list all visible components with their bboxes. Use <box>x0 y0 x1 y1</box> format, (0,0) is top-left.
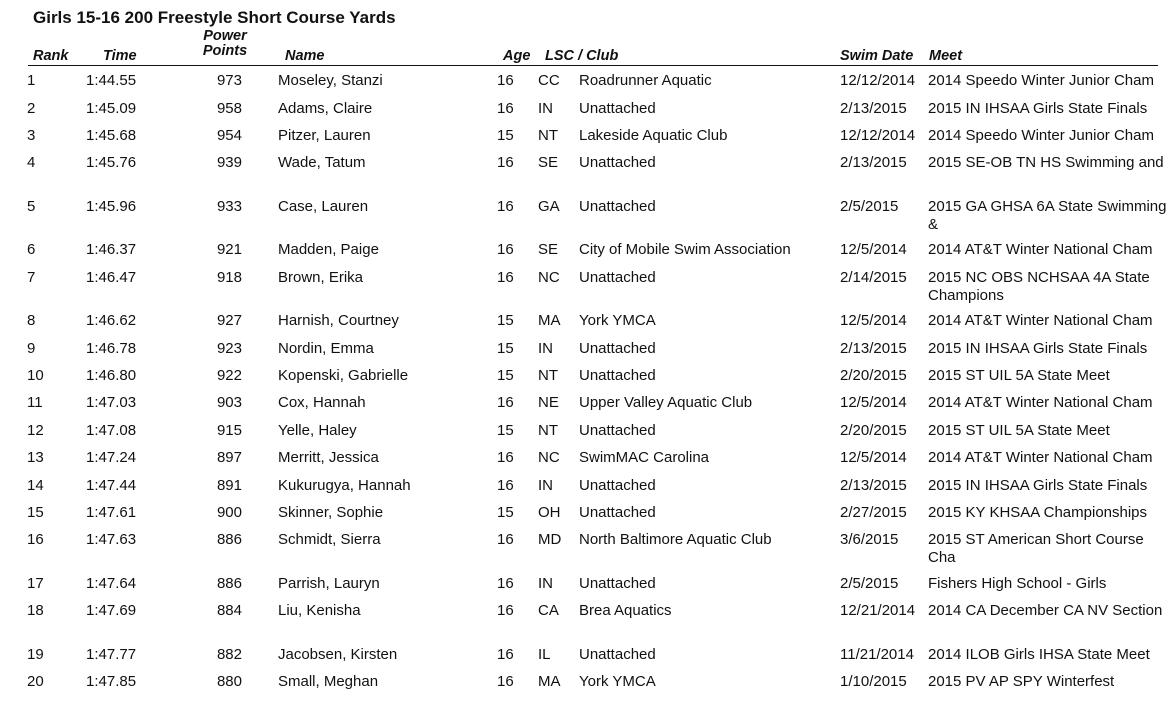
meet-cell: 2015 PV AP SPY Winterfest <box>928 673 1115 690</box>
swim-date-cell: 2/13/2015 <box>840 154 907 171</box>
header-power-line1: Power <box>203 28 247 44</box>
rank-cell: 7 <box>27 269 36 286</box>
age-cell: 16 <box>497 673 514 690</box>
meet-cell: 2015 GA GHSA 6A State Swimming & <box>928 198 1167 233</box>
lsc-cell: NC <box>538 449 560 466</box>
time-cell: 1:46.37 <box>86 241 137 258</box>
name-cell: Madden, Paige <box>278 241 379 258</box>
rank-cell: 15 <box>27 504 44 521</box>
swim-date-cell: 1/10/2015 <box>840 673 907 690</box>
rank-cell: 18 <box>27 602 44 619</box>
power-points-cell: 886 <box>216 531 242 548</box>
lsc-cell: MA <box>538 673 561 690</box>
swim-date-cell: 11/21/2014 <box>840 646 914 663</box>
rank-cell: 9 <box>27 340 36 357</box>
name-cell: Kopenski, Gabrielle <box>278 367 409 384</box>
lsc-cell: IN <box>538 477 553 494</box>
name-cell: Kukurugya, Hannah <box>278 477 411 494</box>
swim-date-cell: 2/20/2015 <box>840 367 907 384</box>
rank-cell: 6 <box>27 241 36 258</box>
time-cell: 1:46.62 <box>86 312 137 329</box>
age-cell: 16 <box>497 449 514 466</box>
lsc-cell: IN <box>538 340 553 357</box>
power-points-cell: 880 <box>216 673 242 690</box>
name-cell: Merritt, Jessica <box>278 449 379 466</box>
club-cell: North Baltimore Aquatic Club <box>579 531 772 548</box>
time-cell: 1:47.77 <box>86 646 137 663</box>
time-cell: 1:45.68 <box>86 127 137 144</box>
name-cell: Wade, Tatum <box>278 154 366 171</box>
swim-date-cell: 12/5/2014 <box>840 312 907 329</box>
meet-cell: 2015 IN IHSAA Girls State Finals <box>928 477 1148 494</box>
name-cell: Pitzer, Lauren <box>278 127 371 144</box>
lsc-cell: MA <box>538 312 561 329</box>
time-cell: 1:46.78 <box>86 340 137 357</box>
name-cell: Yelle, Haley <box>278 422 357 439</box>
meet-cell: 2014 ILOB Girls IHSA State Meet <box>928 646 1150 663</box>
club-cell: Unattached <box>579 340 656 357</box>
age-cell: 15 <box>497 422 514 439</box>
lsc-cell: NE <box>538 394 559 411</box>
club-cell: Unattached <box>579 477 656 494</box>
age-cell: 16 <box>497 154 514 171</box>
power-points-cell: 922 <box>216 367 242 384</box>
club-cell: Unattached <box>579 575 656 592</box>
club-cell: Unattached <box>579 422 656 439</box>
power-points-cell: 973 <box>216 72 242 89</box>
meet-cell: 2014 AT&T Winter National Cham <box>928 312 1153 329</box>
power-points-cell: 903 <box>216 394 242 411</box>
lsc-cell: SE <box>538 154 559 171</box>
age-cell: 16 <box>497 602 514 619</box>
name-cell: Parrish, Lauryn <box>278 575 380 592</box>
swim-date-cell: 12/5/2014 <box>840 449 907 466</box>
swim-date-cell: 2/27/2015 <box>840 504 907 521</box>
club-cell: Unattached <box>579 504 656 521</box>
time-cell: 1:47.61 <box>86 504 137 521</box>
lsc-cell: CA <box>538 602 559 619</box>
name-cell: Moseley, Stanzi <box>278 72 383 89</box>
club-cell: York YMCA <box>579 312 656 329</box>
swim-date-cell: 2/5/2015 <box>840 198 899 215</box>
power-points-cell: 923 <box>216 340 242 357</box>
time-cell: 1:47.63 <box>86 531 137 548</box>
meet-cell: 2015 IN IHSAA Girls State Finals <box>928 340 1148 357</box>
club-cell: Unattached <box>579 154 656 171</box>
time-cell: 1:45.76 <box>86 154 137 171</box>
lsc-cell: OH <box>538 504 561 521</box>
power-points-cell: 954 <box>216 127 242 144</box>
time-cell: 1:47.08 <box>86 422 137 439</box>
lsc-cell: CC <box>538 72 560 89</box>
rank-cell: 4 <box>27 154 36 171</box>
power-points-cell: 884 <box>216 602 242 619</box>
lsc-cell: NT <box>538 367 558 384</box>
name-cell: Skinner, Sophie <box>278 504 384 521</box>
power-points-cell: 900 <box>216 504 242 521</box>
name-cell: Brown, Erika <box>278 269 364 286</box>
power-points-cell: 933 <box>216 198 242 215</box>
meet-cell: 2015 IN IHSAA Girls State Finals <box>928 100 1148 117</box>
age-cell: 15 <box>497 367 514 384</box>
swim-date-cell: 2/13/2015 <box>840 340 907 357</box>
time-cell: 1:44.55 <box>86 72 137 89</box>
header-name: Name <box>285 48 325 64</box>
time-cell: 1:46.47 <box>86 269 137 286</box>
name-cell: Jacobsen, Kirsten <box>278 646 398 663</box>
swim-date-cell: 2/5/2015 <box>840 575 899 592</box>
rank-cell: 20 <box>27 673 44 690</box>
club-cell: Upper Valley Aquatic Club <box>579 394 753 411</box>
meet-cell: 2014 AT&T Winter National Cham <box>928 449 1153 466</box>
meet-cell: 2015 ST UIL 5A State Meet <box>928 367 1110 384</box>
swim-date-cell: 2/20/2015 <box>840 422 907 439</box>
name-cell: Adams, Claire <box>278 100 373 117</box>
swim-date-cell: 12/12/2014 <box>840 72 916 89</box>
header-lsc-club: LSC / Club <box>545 48 619 64</box>
time-cell: 1:47.64 <box>86 575 137 592</box>
meet-cell: 2015 NC OBS NCHSAA 4A State Champions <box>928 269 1150 304</box>
swim-date-cell: 2/13/2015 <box>840 477 907 494</box>
swim-date-cell: 3/6/2015 <box>840 531 899 548</box>
club-cell: Unattached <box>579 198 656 215</box>
lsc-cell: NC <box>538 269 560 286</box>
time-cell: 1:47.44 <box>86 477 137 494</box>
rank-cell: 17 <box>27 575 44 592</box>
club-cell: Unattached <box>579 646 656 663</box>
club-cell: Unattached <box>579 367 656 384</box>
rank-cell: 10 <box>27 367 44 384</box>
age-cell: 16 <box>497 646 514 663</box>
power-points-cell: 939 <box>216 154 242 171</box>
lsc-cell: SE <box>538 241 559 258</box>
header-power-line2: Points <box>202 43 248 59</box>
meet-cell: 2014 AT&T Winter National Cham <box>928 241 1153 258</box>
header-meet: Meet <box>929 48 963 64</box>
rank-cell: 19 <box>27 646 44 663</box>
swim-date-cell: 2/13/2015 <box>840 100 907 117</box>
name-cell: Case, Lauren <box>278 198 369 215</box>
club-cell: York YMCA <box>579 673 656 690</box>
power-points-cell: 915 <box>216 422 242 439</box>
time-cell: 1:47.69 <box>86 602 137 619</box>
name-cell: Cox, Hannah <box>278 394 366 411</box>
rank-cell: 3 <box>27 127 36 144</box>
power-points-cell: 882 <box>216 646 242 663</box>
swim-date-cell: 12/5/2014 <box>840 394 907 411</box>
meet-cell: 2014 CA December CA NV Section <box>928 602 1163 619</box>
power-points-cell: 927 <box>216 312 242 329</box>
age-cell: 15 <box>497 127 514 144</box>
meet-cell: 2014 Speedo Winter Junior Cham <box>928 72 1154 89</box>
age-cell: 15 <box>497 340 514 357</box>
rank-cell: 5 <box>27 198 36 215</box>
swim-date-cell: 12/5/2014 <box>840 241 907 258</box>
header-age: Age <box>503 48 531 64</box>
name-cell: Nordin, Emma <box>278 340 374 357</box>
meet-cell: 2015 ST UIL 5A State Meet <box>928 422 1110 439</box>
page-title: Girls 15-16 200 Freestyle Short Course Yards <box>33 8 396 27</box>
club-cell: Brea Aquatics <box>579 602 672 619</box>
meet-cell: 2015 ST American Short Course Cha <box>928 531 1144 566</box>
rank-cell: 2 <box>27 100 36 117</box>
lsc-cell: IN <box>538 575 553 592</box>
club-cell: Unattached <box>579 269 656 286</box>
header-time: Time <box>103 48 137 64</box>
power-points-cell: 918 <box>216 269 242 286</box>
name-cell: Liu, Kenisha <box>278 602 361 619</box>
name-cell: Small, Meghan <box>278 673 379 690</box>
time-cell: 1:46.80 <box>86 367 137 384</box>
age-cell: 16 <box>497 477 514 494</box>
power-points-cell: 921 <box>216 241 242 258</box>
age-cell: 16 <box>497 575 514 592</box>
name-cell: Schmidt, Sierra <box>278 531 381 548</box>
time-cell: 1:45.09 <box>86 100 137 117</box>
swim-date-cell: 12/21/2014 <box>840 602 916 619</box>
age-cell: 16 <box>497 100 514 117</box>
power-points-cell: 891 <box>216 477 242 494</box>
swim-date-cell: 12/12/2014 <box>840 127 916 144</box>
age-cell: 16 <box>497 269 514 286</box>
club-cell: City of Mobile Swim Association <box>579 241 791 258</box>
rank-cell: 1 <box>27 72 36 89</box>
age-cell: 15 <box>497 504 514 521</box>
rank-cell: 16 <box>27 531 44 548</box>
meet-cell: 2014 AT&T Winter National Cham <box>928 394 1153 411</box>
lsc-cell: IL <box>538 646 551 663</box>
lsc-cell: IN <box>538 100 553 117</box>
rank-cell: 8 <box>27 312 36 329</box>
lsc-cell: MD <box>538 531 562 548</box>
lsc-cell: GA <box>538 198 560 215</box>
rank-cell: 13 <box>27 449 44 466</box>
rank-cell: 14 <box>27 477 44 494</box>
lsc-cell: NT <box>538 422 558 439</box>
age-cell: 16 <box>497 531 514 548</box>
club-cell: Roadrunner Aquatic <box>579 72 712 89</box>
meet-cell: Fishers High School - Girls <box>928 575 1107 592</box>
time-cell: 1:47.03 <box>86 394 137 411</box>
name-cell: Harnish, Courtney <box>278 312 399 329</box>
header-swim-date: Swim Date <box>840 48 914 64</box>
header-rank: Rank <box>33 48 69 64</box>
swim-date-cell: 2/14/2015 <box>840 269 907 286</box>
rank-cell: 11 <box>27 394 43 411</box>
age-cell: 16 <box>497 394 514 411</box>
time-cell: 1:45.96 <box>86 198 137 215</box>
age-cell: 16 <box>497 241 514 258</box>
lsc-cell: NT <box>538 127 558 144</box>
rank-cell: 12 <box>27 422 44 439</box>
time-cell: 1:47.24 <box>86 449 137 466</box>
power-points-cell: 886 <box>216 575 242 592</box>
meet-cell: 2015 KY KHSAA Championships <box>928 504 1148 521</box>
power-points-cell: 897 <box>216 449 242 466</box>
age-cell: 15 <box>497 312 514 329</box>
club-cell: Unattached <box>579 100 656 117</box>
power-points-cell: 958 <box>216 100 242 117</box>
age-cell: 16 <box>497 198 514 215</box>
meet-cell: 2014 Speedo Winter Junior Cham <box>928 127 1154 144</box>
time-cell: 1:47.85 <box>86 673 137 690</box>
club-cell: Lakeside Aquatic Club <box>579 127 728 144</box>
age-cell: 16 <box>497 72 514 89</box>
club-cell: SwimMAC Carolina <box>579 449 710 466</box>
meet-cell: 2015 SE-OB TN HS Swimming and <box>928 154 1164 171</box>
